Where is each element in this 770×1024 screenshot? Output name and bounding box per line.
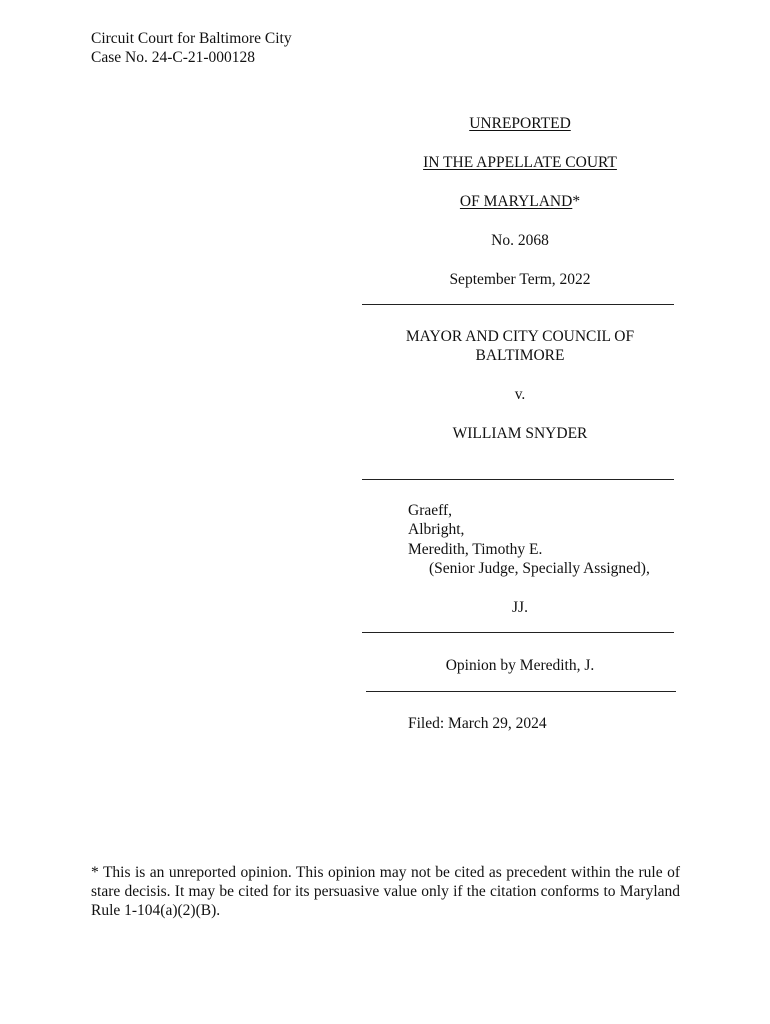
lower-court-case-number: Case No. 24-C-21-000128: [91, 49, 256, 66]
term: September Term, 2022: [449, 271, 591, 288]
appellant-line-2: BALTIMORE: [475, 347, 565, 364]
senior-judge-note: (Senior Judge, Specially Assigned),: [429, 560, 650, 577]
divider-rule: [362, 632, 674, 633]
opinion-author: Opinion by Meredith, J.: [445, 657, 595, 674]
unreported-label: [362, 114, 678, 133]
divider-rule: [362, 304, 674, 305]
lower-court-name: Circuit Court for Baltimore City: [91, 30, 292, 47]
court-name-line-2-text: OF MARYLAND: [459, 193, 573, 210]
judge-name: Albright,: [408, 521, 465, 538]
footnote-marker: *: [572, 193, 581, 210]
divider-rule: [362, 479, 674, 480]
versus: v.: [514, 386, 526, 403]
filed-date: Filed: March 29, 2024: [408, 715, 547, 732]
unreported-text: UNREPORTED: [469, 115, 571, 132]
court-name-line-2: [362, 192, 678, 211]
divider-rule: [366, 691, 676, 692]
judge-name: Graeff,: [408, 502, 453, 519]
court-name-line-1: [362, 153, 678, 172]
judge-name: Meredith, Timothy E.: [408, 541, 543, 558]
footnote: * This is an unreported opinion. This opinion may not be cited as precedent within the rule of stare decisis. It may be cited for its persuasive value only if the citation conforms to Maryland Rule 1-104(a)(2)(B).: [91, 864, 680, 919]
appellee: WILLIAM SNYDER: [452, 425, 588, 442]
judges-suffix: JJ.: [512, 599, 528, 616]
court-name-line-1-text: IN THE APPELLATE COURT: [423, 154, 617, 171]
docket-number: No. 2068: [491, 232, 549, 249]
appellant-line-1: MAYOR AND CITY COUNCIL OF: [405, 328, 635, 345]
